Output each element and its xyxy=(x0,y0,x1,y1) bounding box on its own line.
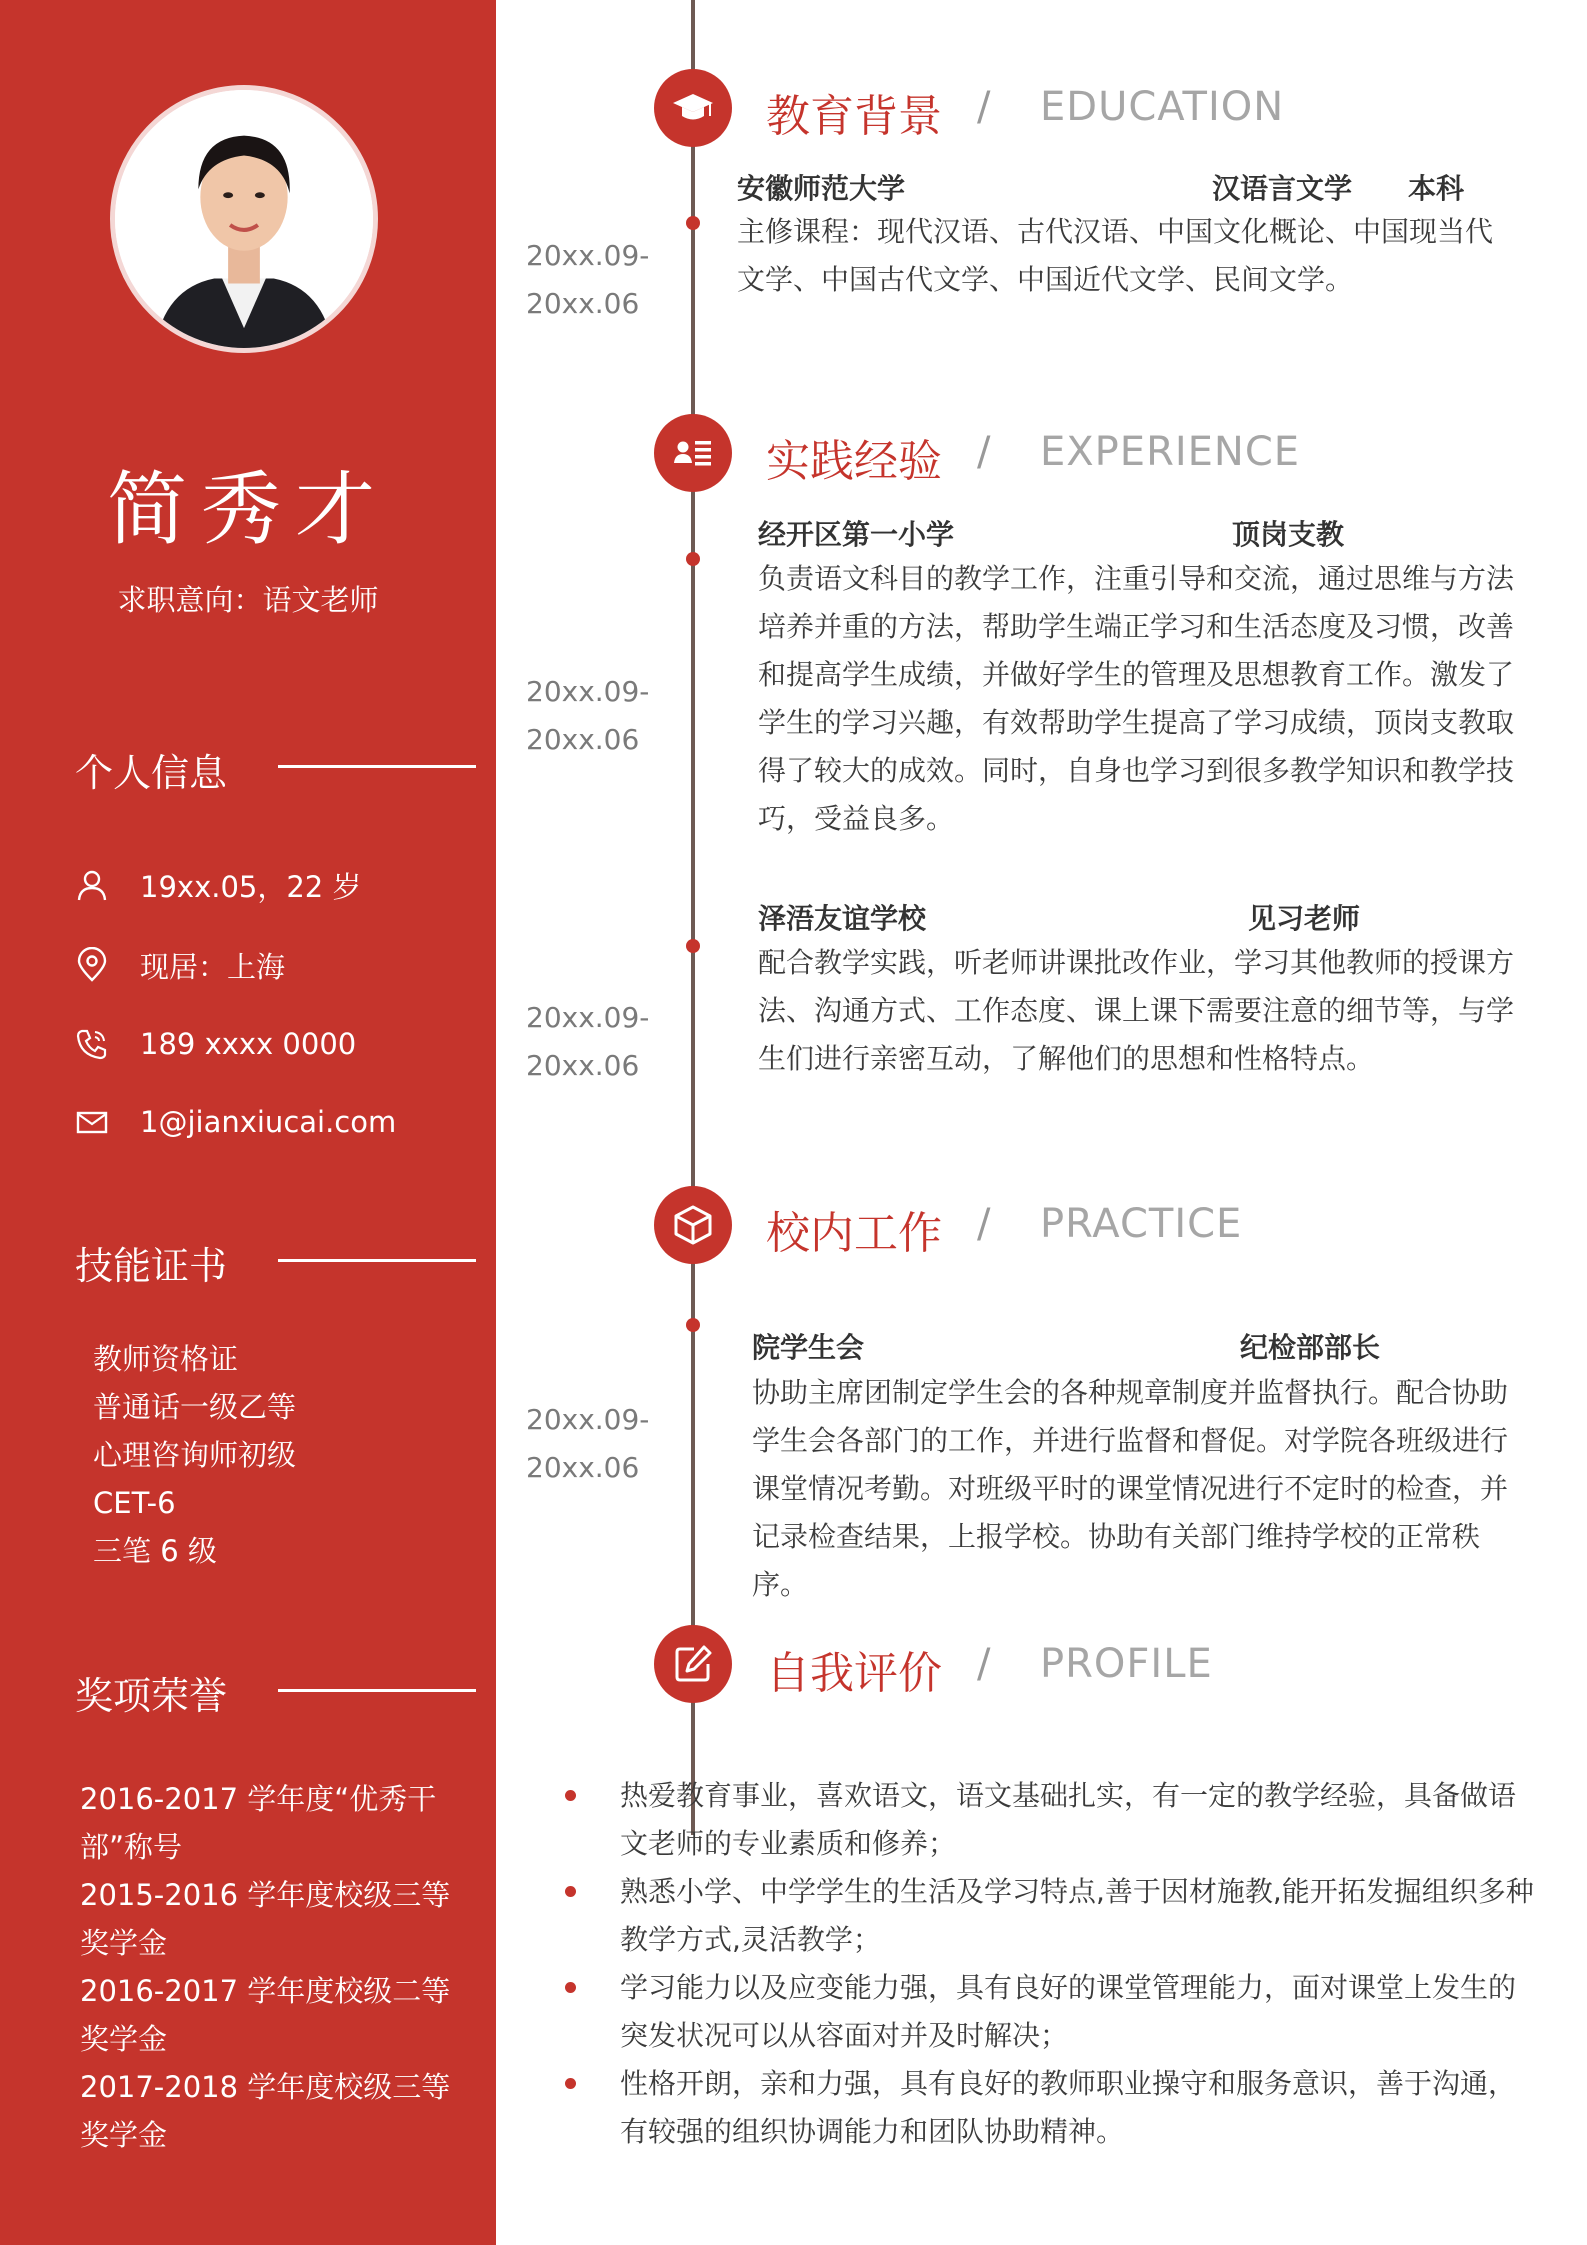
education-title-en: EDUCATION xyxy=(1040,84,1285,130)
education-school: 安徽师范大学 xyxy=(737,172,906,205)
practice-role: 纪检部部长 xyxy=(1240,1331,1381,1364)
practice-title-slash: / xyxy=(977,1201,991,1247)
award-item: 2015-2016 学年度校级三等奖学金 xyxy=(80,1878,451,1960)
practice-title-en: PRACTICE xyxy=(1040,1201,1243,1247)
practice-badge xyxy=(654,1186,732,1264)
education-major: 汉语言文学 xyxy=(1212,172,1353,205)
awards-heading: 奖项荣誉 xyxy=(75,1674,228,1718)
date-end: 20xx.06 xyxy=(526,287,640,320)
date-end: 20xx.06 xyxy=(526,1451,640,1484)
portrait-photo xyxy=(115,90,373,348)
practice-dot xyxy=(686,1318,700,1332)
location-icon xyxy=(72,945,112,985)
date-start: 20xx.09- xyxy=(526,1001,650,1034)
profile-card-icon xyxy=(670,430,716,476)
list-item: 性格开朗，亲和力强，具有良好的教师职业操守和服务意识，善于沟通，有较强的组织协调能力和团队协助精神。 xyxy=(565,2060,1540,2156)
cube-icon xyxy=(670,1202,716,1248)
date-start: 20xx.09- xyxy=(526,1403,650,1436)
edit-icon xyxy=(670,1641,716,1687)
date-end: 20xx.06 xyxy=(526,723,640,756)
practice-date xyxy=(526,1396,649,1492)
experience-badge xyxy=(654,414,732,492)
experience-date-2 xyxy=(526,994,649,1090)
experience-title: 实践经验 xyxy=(766,436,942,487)
education-title: 教育背景 xyxy=(766,91,942,142)
job-intent: 求职意向：语文老师 xyxy=(117,583,379,617)
education-title-slash: / xyxy=(977,84,991,130)
phone-text[interactable]: 189 xxxx 0000 xyxy=(140,1027,357,1061)
award-item: 2016-2017 学年度校级二等奖学金 xyxy=(80,1974,451,2056)
phone-icon xyxy=(72,1024,112,1064)
experience-desc-1: 负责语文科目的教学工作，注重引导和交流，通过思维与方法培养并重的方法，帮助学生端正学习和生活态度及习惯，改善和提高学生成绩，并做好学生的管理及思想教育工作。激发了学生的学习兴趣，有效帮助学生提高了学习成绩，顶岗支教取得了较大的成效。同时，自身也学习到很多教学知识和教学技巧，受益良多。 xyxy=(758,562,1515,835)
candidate-name: 简秀才 xyxy=(107,463,389,556)
self-evaluation-list xyxy=(565,1772,1540,2156)
education-degree: 本科 xyxy=(1408,172,1465,205)
list-item: 熟悉小学、中学学生的生活及学习特点,善于因材施教,能开拓发掘组织多种教学方式,灵活教学； xyxy=(565,1868,1540,1964)
awards-list xyxy=(80,1775,460,2159)
education-courses: 主修课程：现代汉语、古代汉语、中国文化概论、中国现当代文学、中国古代文学、中国近代文学、民间文学。 xyxy=(737,215,1494,296)
practice-org: 院学生会 xyxy=(752,1331,865,1364)
graduation-cap-icon xyxy=(670,85,716,131)
info-email xyxy=(72,1102,396,1142)
education-date xyxy=(526,232,649,328)
info-location xyxy=(72,945,285,985)
experience-desc-2: 配合教学实践，听老师讲课批改作业，学习其他教师的授课方法、沟通方式、工作态度、课上课下需要注意的细节等，与学生们进行亲密互动，了解他们的思想和性格特点。 xyxy=(758,946,1515,1075)
skills-divider xyxy=(278,1259,476,1262)
date-start: 20xx.09- xyxy=(526,675,650,708)
experience-date-1 xyxy=(526,668,649,764)
practice-desc: 协助主席团制定学生会的各种规章制度并监督执行。配合协助学生会各部门的工作，并进行监督和督促。对学院各班级进行课堂情况考勤。对班级平时的课堂情况进行不定时的检查，并记录检查结果，上报学校。协助有关部门维持学校的正常秩序。 xyxy=(752,1376,1509,1601)
profile-title: 自我评价 xyxy=(766,1648,942,1699)
personal-info-heading: 个人信息 xyxy=(75,751,228,795)
skills-heading: 技能证书 xyxy=(75,1244,228,1288)
location-text: 现居：上海 xyxy=(140,949,286,984)
experience-dot-2 xyxy=(686,939,700,953)
list-item: 热爱教育事业，喜欢语文，语文基础扎实，有一定的教学经验，具备做语文老师的专业素质和修养； xyxy=(565,1772,1540,1868)
experience-title-en: EXPERIENCE xyxy=(1040,429,1301,475)
skill-item: 三笔 6 级 xyxy=(93,1534,217,1568)
date-end: 20xx.06 xyxy=(526,1049,640,1082)
info-birth xyxy=(72,865,361,905)
skill-item: CET-6 xyxy=(93,1486,176,1520)
experience-title-slash: / xyxy=(977,429,991,475)
skill-item: 心理咨询师初级 xyxy=(93,1438,297,1472)
sidebar xyxy=(0,0,496,2245)
experience-dot-1 xyxy=(686,552,700,566)
personal-info-divider xyxy=(278,765,476,768)
experience-org-2: 泽浯友谊学校 xyxy=(758,902,927,935)
skill-item: 教师资格证 xyxy=(93,1342,239,1376)
skill-item: 普通话一级乙等 xyxy=(93,1390,297,1424)
education-dot xyxy=(686,216,700,230)
mail-icon xyxy=(72,1102,112,1142)
person-icon xyxy=(72,865,112,905)
experience-role-2: 见习老师 xyxy=(1248,902,1361,935)
timeline-line xyxy=(691,0,695,1835)
info-phone xyxy=(72,1024,356,1064)
date-start: 20xx.09- xyxy=(526,239,650,272)
email-text[interactable]: 1@jianxiucai.com xyxy=(140,1105,397,1139)
skills-list xyxy=(93,1335,296,1575)
award-item: 2016-2017 学年度“优秀干部”称号 xyxy=(80,1782,437,1864)
experience-org-1: 经开区第一小学 xyxy=(758,518,955,551)
awards-divider xyxy=(278,1689,476,1692)
experience-role-1: 顶岗支教 xyxy=(1232,518,1345,551)
education-badge xyxy=(654,69,732,147)
practice-title: 校内工作 xyxy=(766,1208,942,1259)
list-item: 学习能力以及应变能力强，具有良好的课堂管理能力，面对课堂上发生的突发状况可以从容面对并及时解决； xyxy=(565,1964,1540,2060)
profile-title-slash: / xyxy=(977,1641,991,1687)
profile-badge xyxy=(654,1625,732,1703)
birth-text: 19xx.05，22 岁 xyxy=(140,869,362,904)
avatar xyxy=(110,85,378,353)
profile-title-en: PROFILE xyxy=(1040,1641,1213,1687)
award-item: 2017-2018 学年度校级三等奖学金 xyxy=(80,2070,451,2152)
